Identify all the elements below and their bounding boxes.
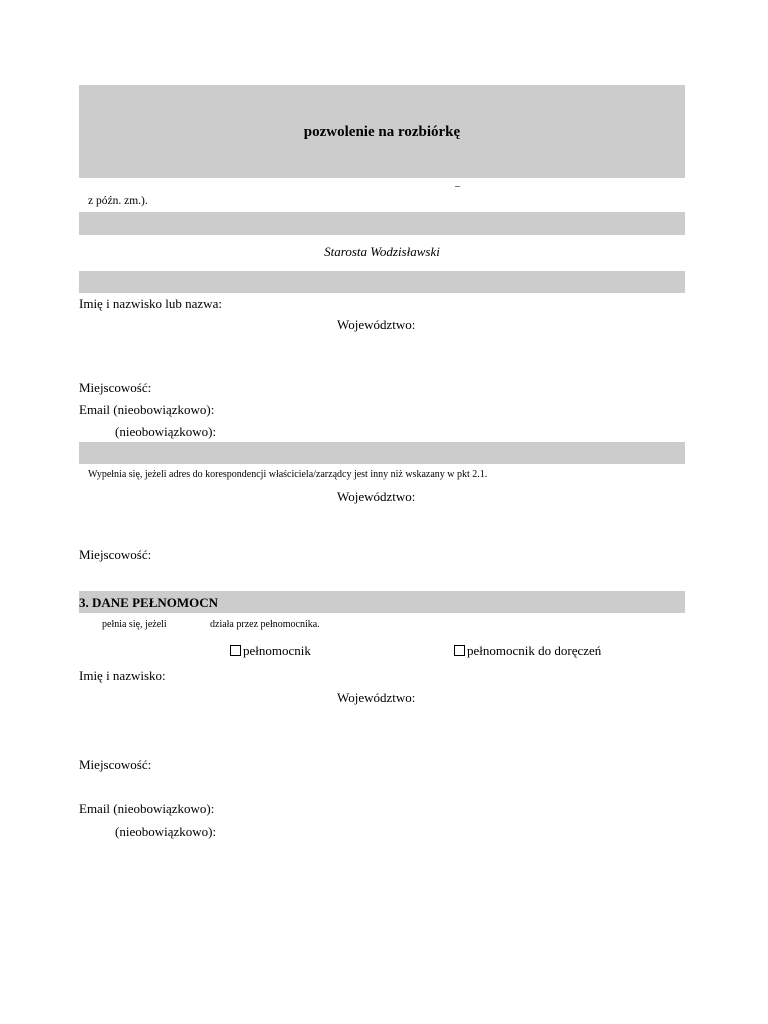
- authority-name: Starosta Wodzisławski: [324, 244, 440, 259]
- proxy-section-title: 3. DANE PEŁNOMOCN: [79, 595, 219, 610]
- correspondence-note: Wypełnia się, jeżeli adres do korespondencji właściciela/zarządcy jest inny niż wskazany w pkt 2.1.: [88, 469, 488, 480]
- owner-voivodeship-label: Województwo:: [337, 317, 416, 332]
- proxy-name-label: Imię i nazwisko:: [79, 668, 166, 683]
- proxy-locality-label: Miejscowość:: [79, 757, 152, 772]
- legal-reference: z późn. zm.).: [88, 195, 148, 207]
- delivery-proxy-checkbox-label: pełnomocnik do doręczeń: [467, 643, 602, 658]
- section-band-authority: [79, 212, 685, 235]
- proxy-voivodeship-label: Województwo:: [337, 690, 416, 705]
- proxy-phone-label: (nieobowiązkowo):: [115, 824, 217, 839]
- owner-phone-label: (nieobowiązkowo):: [115, 424, 217, 439]
- owner-locality-label: Miejscowość:: [79, 380, 152, 395]
- proxy-email-label: Email (nieobowiązkowo):: [79, 801, 215, 816]
- delivery-proxy-checkbox-row[interactable]: [454, 643, 601, 659]
- owner-name-label: Imię i nazwisko lub nazwa:: [79, 296, 222, 311]
- form-title: pozwolenie na rozbiórkę: [303, 124, 461, 140]
- proxy-note-part1: pełnia się, jeżeli: [102, 619, 167, 630]
- proxy-checkbox-row[interactable]: [230, 643, 311, 659]
- legal-dash: –: [455, 181, 460, 192]
- proxy-note-part2: działa przez pełnomocnika.: [210, 619, 320, 630]
- proxy-checkbox[interactable]: [230, 645, 241, 656]
- section-band-owner: [79, 271, 685, 293]
- correspondence-voivodeship-label: Województwo:: [337, 489, 416, 504]
- section-band-correspondence: [79, 442, 685, 464]
- owner-email-label: Email (nieobowiązkowo):: [79, 402, 215, 417]
- delivery-proxy-checkbox[interactable]: [454, 645, 465, 656]
- proxy-checkbox-label: pełnomocnik: [243, 643, 311, 658]
- correspondence-locality-label: Miejscowość:: [79, 547, 152, 562]
